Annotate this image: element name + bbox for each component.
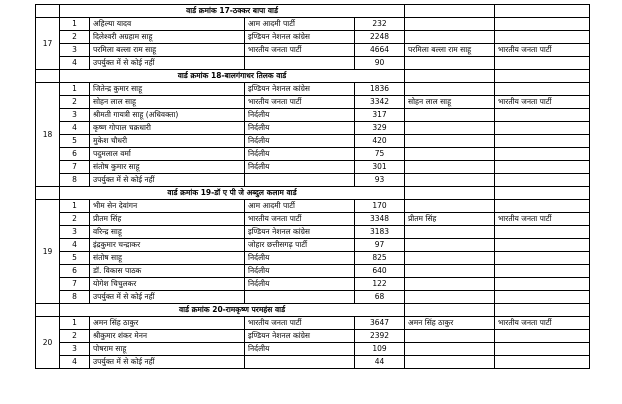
winner-party xyxy=(495,161,590,174)
vote-count: 4664 xyxy=(355,44,405,57)
ward-header-spacer xyxy=(36,187,60,200)
vote-count: 317 xyxy=(355,109,405,122)
party-name: निर्दलीय xyxy=(245,135,355,148)
ward-header-row xyxy=(36,70,590,83)
serial-number: 4 xyxy=(60,122,90,135)
winner-name xyxy=(405,278,495,291)
serial-number: 7 xyxy=(60,161,90,174)
candidate-row xyxy=(36,83,590,96)
vote-count: 2392 xyxy=(355,330,405,343)
ward-header-spacer xyxy=(36,304,60,317)
vote-count: 420 xyxy=(355,135,405,148)
winner-party: भारतीय जनता पार्टी xyxy=(495,317,590,330)
ward-title: वार्ड क्रमांक 19-डॉ ए पी जे अब्दुल कलाम वार्ड xyxy=(60,187,405,200)
ward-header-row xyxy=(36,187,590,200)
party-name: आम आदमी पार्टी xyxy=(245,200,355,213)
candidate-name: श्रीमती गायत्री साहू (अधिवक्ता) xyxy=(90,109,245,122)
candidate-row xyxy=(36,213,590,226)
vote-count: 68 xyxy=(355,291,405,304)
party-name: इण्डियन नेशनल कांग्रेस xyxy=(245,31,355,44)
winner-name: प्रीतम सिंह xyxy=(405,213,495,226)
party-name: इण्डियन नेशनल कांग्रेस xyxy=(245,83,355,96)
winner-party xyxy=(495,109,590,122)
winner-party xyxy=(495,83,590,96)
ward-number: 19 xyxy=(36,200,60,304)
winner-name xyxy=(405,109,495,122)
candidate-name: पदुमलाल वर्मा xyxy=(90,148,245,161)
serial-number: 5 xyxy=(60,135,90,148)
serial-number: 2 xyxy=(60,213,90,226)
candidate-name: कृष्ण गोपाल चक्रधारी xyxy=(90,122,245,135)
serial-number: 3 xyxy=(60,44,90,57)
party-name: भारतीय जनता पार्टी xyxy=(245,317,355,330)
serial-number: 4 xyxy=(60,57,90,70)
serial-number: 1 xyxy=(60,18,90,31)
winner-name: अमन सिंह ठाकुर xyxy=(405,317,495,330)
candidate-row xyxy=(36,200,590,213)
winner-name-header-blank xyxy=(405,5,495,18)
party-name: निर्दलीय xyxy=(245,278,355,291)
candidate-row xyxy=(36,44,590,57)
party-name: भारतीय जनता पार्टी xyxy=(245,213,355,226)
winner-party xyxy=(495,278,590,291)
ward-header-row xyxy=(36,304,590,317)
winner-party xyxy=(495,174,590,187)
ward-title: वार्ड क्रमांक 17-ठक्कर बापा वार्ड xyxy=(60,5,405,18)
winner-name xyxy=(405,265,495,278)
vote-count: 2248 xyxy=(355,31,405,44)
candidate-row xyxy=(36,226,590,239)
party-name: निर्दलीय xyxy=(245,343,355,356)
vote-count: 301 xyxy=(355,161,405,174)
vote-count: 3342 xyxy=(355,96,405,109)
candidate-name: संतोष साहू xyxy=(90,252,245,265)
ward-results-table xyxy=(35,4,590,369)
winner-party-header-blank xyxy=(495,70,590,83)
candidate-name: श्रीकुमार शंकर मेनन xyxy=(90,330,245,343)
serial-number: 8 xyxy=(60,291,90,304)
serial-number: 4 xyxy=(60,356,90,369)
vote-count: 825 xyxy=(355,252,405,265)
winner-name xyxy=(405,252,495,265)
serial-number: 2 xyxy=(60,330,90,343)
candidate-row xyxy=(36,239,590,252)
vote-count: 90 xyxy=(355,57,405,70)
winner-party xyxy=(495,239,590,252)
candidate-name: उपर्युक्त में से कोई नहीं xyxy=(90,57,245,70)
serial-number: 4 xyxy=(60,239,90,252)
serial-number: 6 xyxy=(60,265,90,278)
party-name xyxy=(245,356,355,369)
candidate-row xyxy=(36,252,590,265)
ward-header-spacer xyxy=(36,5,60,18)
vote-count: 3348 xyxy=(355,213,405,226)
candidate-name: अहिल्या यादव xyxy=(90,18,245,31)
candidate-name: उपर्युक्त में से कोई नहीं xyxy=(90,291,245,304)
candidate-row xyxy=(36,109,590,122)
winner-party xyxy=(495,57,590,70)
party-name: निर्दलीय xyxy=(245,265,355,278)
candidate-row xyxy=(36,135,590,148)
party-name: निर्दलीय xyxy=(245,161,355,174)
winner-name xyxy=(405,18,495,31)
candidate-row xyxy=(36,31,590,44)
candidate-row xyxy=(36,356,590,369)
winner-party xyxy=(495,226,590,239)
winner-name xyxy=(405,174,495,187)
winner-name xyxy=(405,200,495,213)
winner-name xyxy=(405,330,495,343)
candidate-name: परमिला बल्ला राम साहू xyxy=(90,44,245,57)
winner-name: सोहन लाल साहू xyxy=(405,96,495,109)
candidate-name: वरिन्द्र साहू xyxy=(90,226,245,239)
party-name: जोहार छत्तीसगढ़ पार्टी xyxy=(245,239,355,252)
party-name: भारतीय जनता पार्टी xyxy=(245,96,355,109)
winner-name xyxy=(405,161,495,174)
vote-count: 170 xyxy=(355,200,405,213)
winner-party-header-blank xyxy=(495,304,590,317)
candidate-name: मुकेश चौधरी xyxy=(90,135,245,148)
party-name xyxy=(245,57,355,70)
serial-number: 2 xyxy=(60,96,90,109)
winner-name xyxy=(405,356,495,369)
candidate-name: उपर्युक्त में से कोई नहीं xyxy=(90,174,245,187)
serial-number: 5 xyxy=(60,252,90,265)
winner-party: भारतीय जनता पार्टी xyxy=(495,96,590,109)
vote-count: 329 xyxy=(355,122,405,135)
party-name: आम आदमी पार्टी xyxy=(245,18,355,31)
winner-party xyxy=(495,252,590,265)
winner-party xyxy=(495,18,590,31)
candidate-name: योगेश चिचुलकर xyxy=(90,278,245,291)
serial-number: 7 xyxy=(60,278,90,291)
winner-party-header-blank xyxy=(495,187,590,200)
winner-party: भारतीय जनता पार्टी xyxy=(495,44,590,57)
candidate-row xyxy=(36,278,590,291)
vote-count: 44 xyxy=(355,356,405,369)
serial-number: 1 xyxy=(60,83,90,96)
candidate-row xyxy=(36,161,590,174)
serial-number: 1 xyxy=(60,200,90,213)
winner-name-header-blank xyxy=(405,187,495,200)
vote-count: 640 xyxy=(355,265,405,278)
vote-count: 93 xyxy=(355,174,405,187)
candidate-row xyxy=(36,343,590,356)
candidate-name: भीम सेन देवांगन xyxy=(90,200,245,213)
winner-party xyxy=(495,135,590,148)
vote-count: 1836 xyxy=(355,83,405,96)
winner-name: परमिला बल्ला राम साहू xyxy=(405,44,495,57)
candidate-name: दिलेश्वरी अग्रहाम साहू xyxy=(90,31,245,44)
candidate-row xyxy=(36,57,590,70)
ward-title: वार्ड क्रमांक 18-बालगंगाधर तिलक वार्ड xyxy=(60,70,405,83)
candidate-row xyxy=(36,18,590,31)
party-name xyxy=(245,291,355,304)
party-name: निर्दलीय xyxy=(245,122,355,135)
winner-name-header-blank xyxy=(405,70,495,83)
serial-number: 3 xyxy=(60,109,90,122)
winner-name xyxy=(405,343,495,356)
table-body xyxy=(36,5,590,369)
winner-party xyxy=(495,343,590,356)
winner-party xyxy=(495,200,590,213)
candidate-row xyxy=(36,330,590,343)
winner-party xyxy=(495,148,590,161)
vote-count: 3183 xyxy=(355,226,405,239)
winner-name xyxy=(405,239,495,252)
ward-header-row xyxy=(36,5,590,18)
candidate-name: अमन सिंह ठाकुर xyxy=(90,317,245,330)
party-name: इण्डियन नेशनल कांग्रेस xyxy=(245,330,355,343)
candidate-name: उपर्युक्त में से कोई नहीं xyxy=(90,356,245,369)
ward-title: वार्ड क्रमांक 20-रामकृष्ण परमहंस वार्ड xyxy=(60,304,405,317)
candidate-name: जितेन्द्र कुमार साहू xyxy=(90,83,245,96)
party-name: इण्डियन नेशनल कांग्रेस xyxy=(245,226,355,239)
vote-count: 232 xyxy=(355,18,405,31)
winner-party xyxy=(495,31,590,44)
winner-party-header-blank xyxy=(495,5,590,18)
vote-count: 75 xyxy=(355,148,405,161)
serial-number: 8 xyxy=(60,174,90,187)
candidate-name: इंद्रकुमार चन्द्राकर xyxy=(90,239,245,252)
winner-party xyxy=(495,330,590,343)
serial-number: 6 xyxy=(60,148,90,161)
candidate-name: प्रीतम सिंह xyxy=(90,213,245,226)
candidate-row xyxy=(36,174,590,187)
winner-name xyxy=(405,148,495,161)
party-name: भारतीय जनता पार्टी xyxy=(245,44,355,57)
winner-name xyxy=(405,135,495,148)
winner-party xyxy=(495,122,590,135)
ward-number: 20 xyxy=(36,317,60,369)
winner-name xyxy=(405,226,495,239)
vote-count: 3647 xyxy=(355,317,405,330)
candidate-name: संतोष कुमार साहू xyxy=(90,161,245,174)
candidate-name: सोहन लाल साहू xyxy=(90,96,245,109)
winner-name xyxy=(405,122,495,135)
ward-header-spacer xyxy=(36,70,60,83)
candidate-row xyxy=(36,291,590,304)
ward-number: 17 xyxy=(36,18,60,70)
candidate-row xyxy=(36,122,590,135)
serial-number: 3 xyxy=(60,226,90,239)
winner-party xyxy=(495,291,590,304)
candidate-row xyxy=(36,265,590,278)
vote-count: 97 xyxy=(355,239,405,252)
party-name: निर्दलीय xyxy=(245,109,355,122)
winner-name xyxy=(405,31,495,44)
winner-party xyxy=(495,356,590,369)
winner-party xyxy=(495,265,590,278)
ward-number: 18 xyxy=(36,83,60,187)
winner-name xyxy=(405,83,495,96)
winner-name xyxy=(405,57,495,70)
vote-count: 122 xyxy=(355,278,405,291)
serial-number: 3 xyxy=(60,343,90,356)
party-name: निर्दलीय xyxy=(245,252,355,265)
winner-name-header-blank xyxy=(405,304,495,317)
party-name xyxy=(245,174,355,187)
vote-count: 109 xyxy=(355,343,405,356)
candidate-row xyxy=(36,317,590,330)
candidate-row xyxy=(36,96,590,109)
winner-party: भारतीय जनता पार्टी xyxy=(495,213,590,226)
candidate-row xyxy=(36,148,590,161)
candidate-name: डॉ. विकास पाठक xyxy=(90,265,245,278)
serial-number: 1 xyxy=(60,317,90,330)
serial-number: 2 xyxy=(60,31,90,44)
candidate-name: पोषराम साहू xyxy=(90,343,245,356)
winner-name xyxy=(405,291,495,304)
party-name: निर्दलीय xyxy=(245,148,355,161)
